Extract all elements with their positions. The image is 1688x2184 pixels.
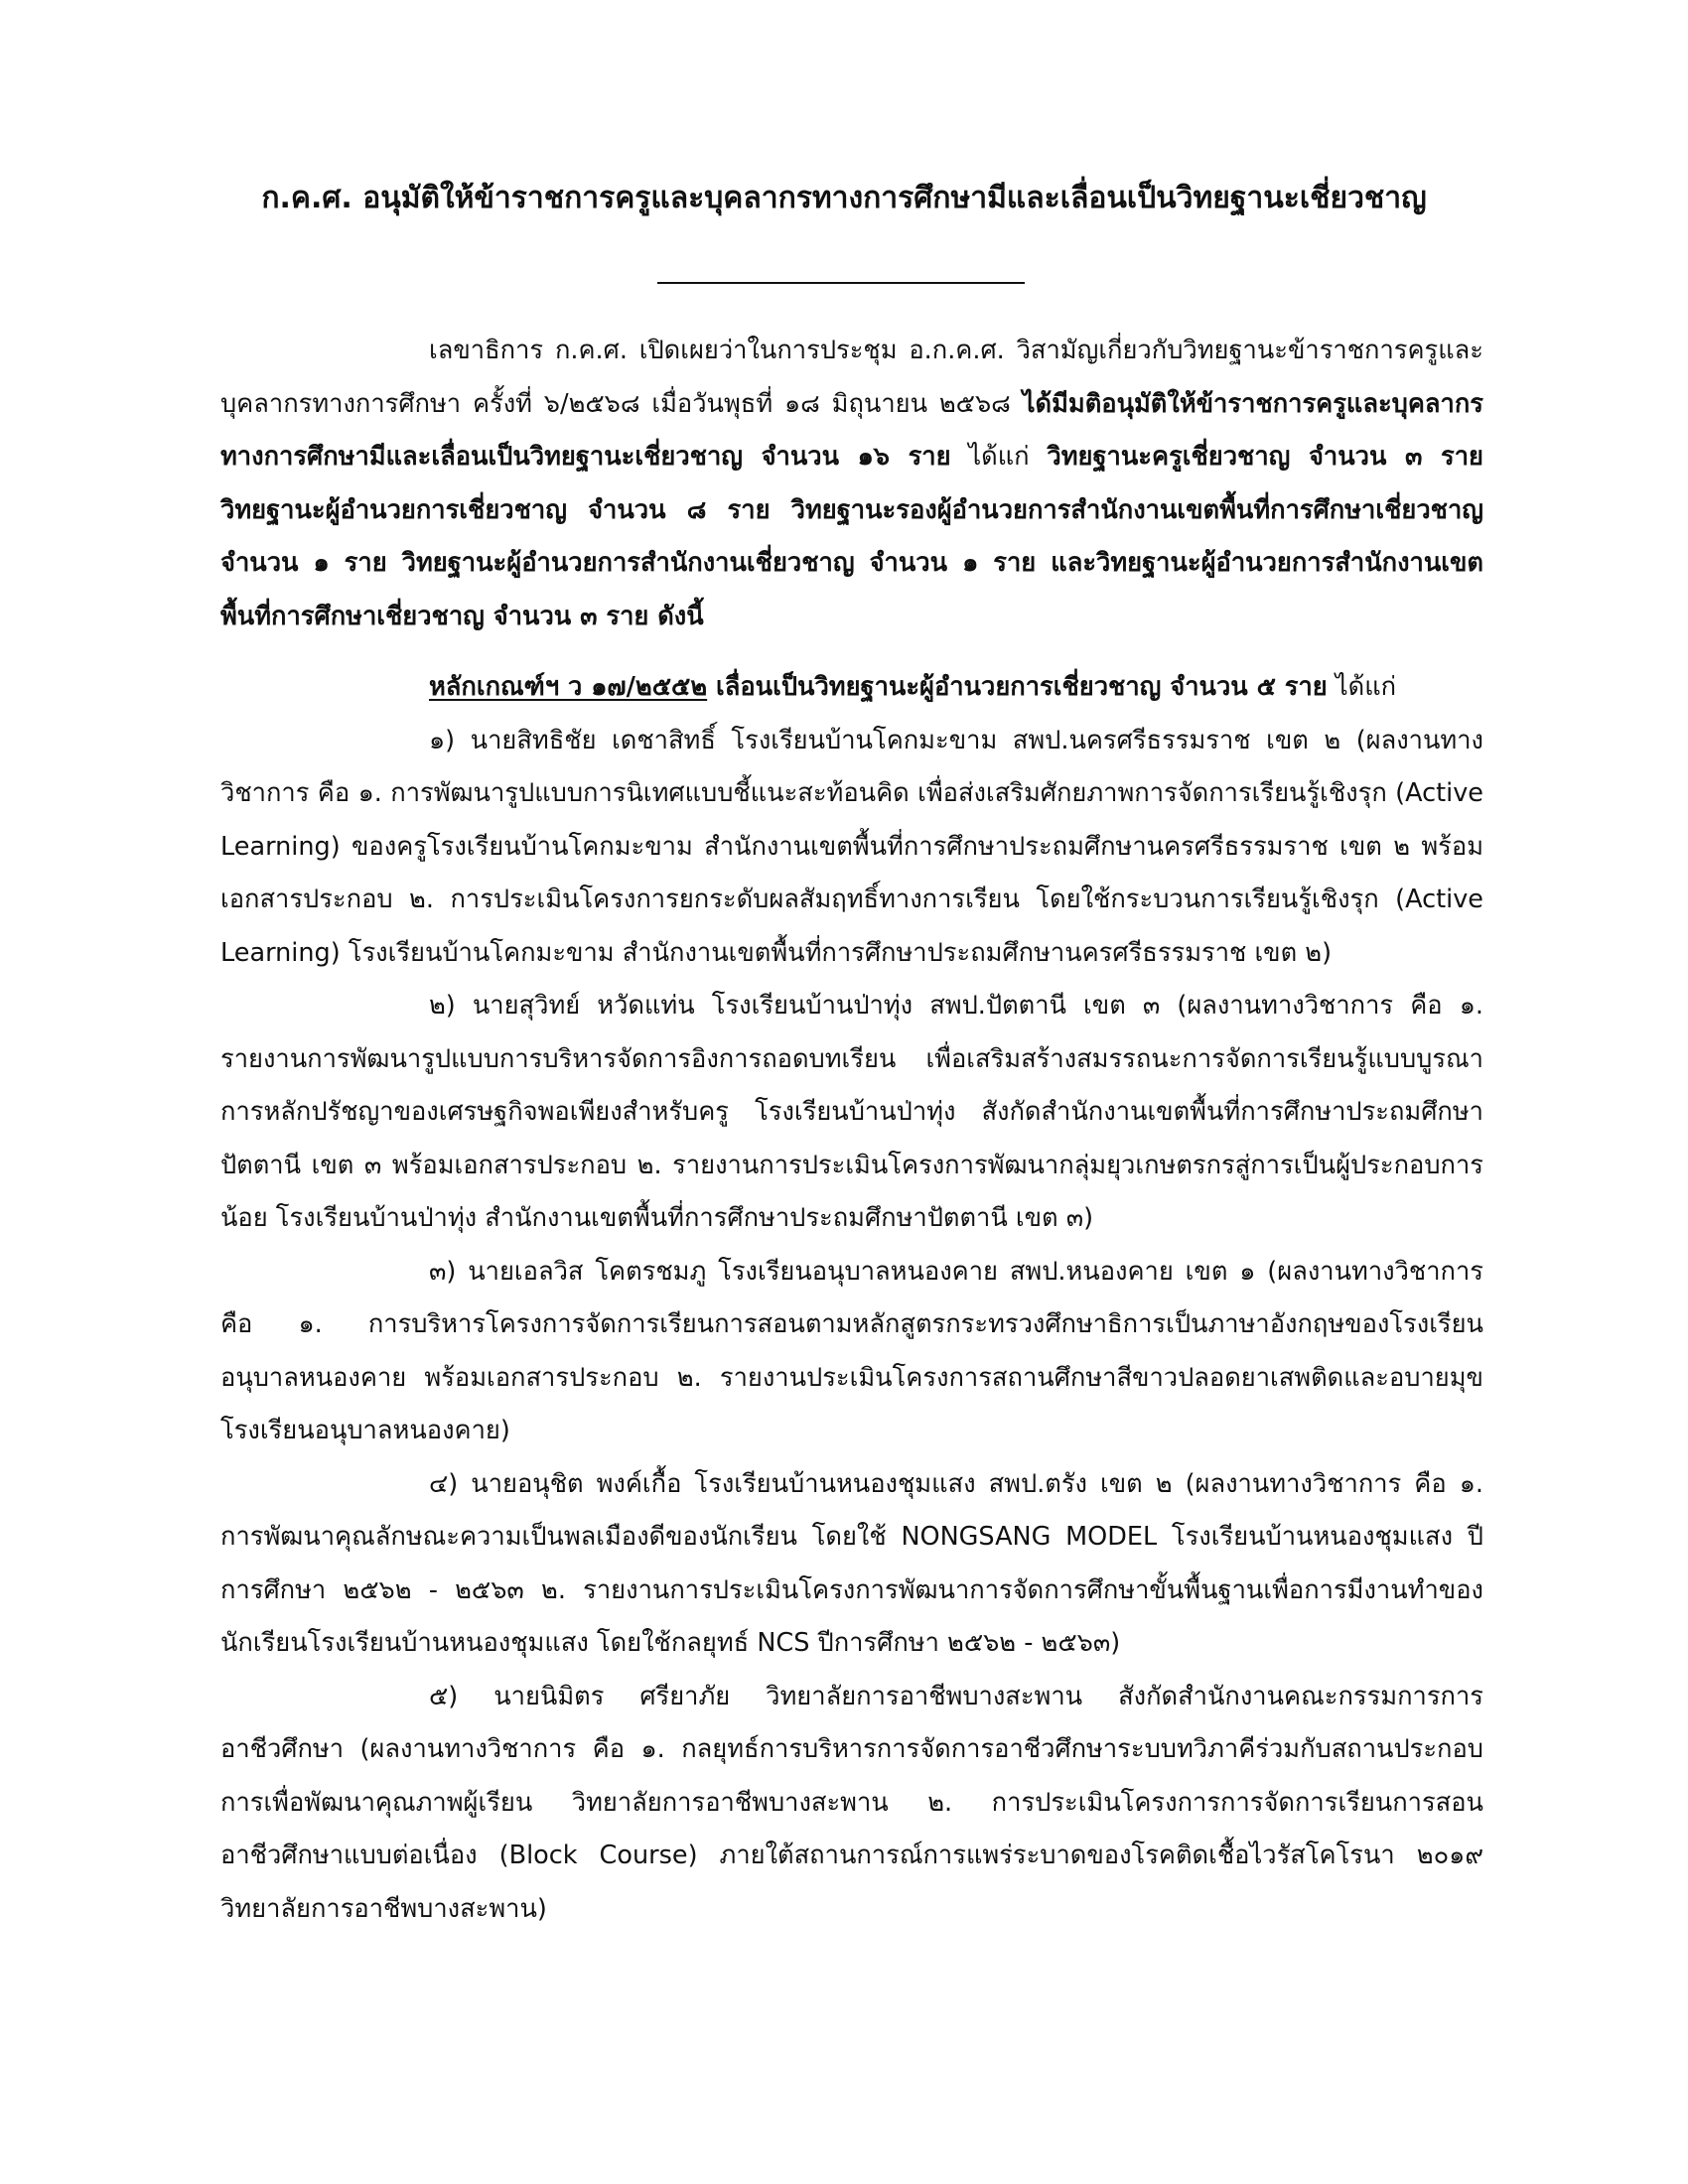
list-item: ๒) นายสุวิทย์ หวัดแท่น โรงเรียนบ้านป่าทุ่ง สพป.ปัตตานี เขต ๓ (ผลงานทางวิชาการ คือ ๑. รายงานการพัฒนารูปแบบการบริหารจัดการอิงการถอดบทเรียน เพื่อเสริมสร้างสมรรถนะการจัดการเรียนรู้แบบบูรณาการหลักปรัชญาของเศรษฐกิจพอเพียงสำหรับครู โรงเรียนบ้านป่าทุ่ง สังกัดสำนักงานเขตพื้นที่การศึกษาประถมศึกษาปัตตานี เขต ๓ พร้อมเอกสารประกอบ ๒. รายงานการประเมินโครงการพัฒนากลุ่มยุวเกษตรกรสู่การเป็นผู้ประกอบการน้อย โรงเรียนบ้านป่าทุ่ง สำนักงานเขตพื้นที่การศึกษาประถมศึกษาปัตตานี เขต ๓)	[220, 991, 1483, 1233]
document-body	[220, 325, 1483, 1936]
criteria-tail: ได้แก่	[1327, 672, 1397, 702]
list-item: ๕) นายนิมิตร ศรียาภัย วิทยาลัยการอาชีพบางสะพาน สังกัดสำนักงานคณะกรรมการการอาชีวศึกษา (ผลงานทางวิชาการ คือ ๑. กลยุทธ์การบริหารการจัดการอาชีวศึกษาระบบทวิภาคีร่วมกับสถานประกอบการเพื่อพัฒนาคุณภาพผู้เรียน วิทยาลัยการอาชีพบางสะพาน ๒. การประเมินโครงการการจัดการเรียนการสอนอาชีวศึกษาแบบต่อเนื่อง (Block Course) ภายใต้สถานการณ์การแพร่ระบาดของโรคติดเชื้อไวรัสโคโรนา ๒๐๑๙ วิทยาลัยการอาชีพบางสะพาน)	[220, 1681, 1483, 1924]
list-item: ๓) นายเอลวิส โคตรชมภู โรงเรียนอนุบาลหนองคาย สพป.หนองคาย เขต ๑ (ผลงานทางวิชาการ คือ ๑. การบริหารโครงการจัดการเรียนการสอนตามหลักสูตรกระทรวงศึกษาธิการเป็นภาษาอังกฤษของโรงเรียนอนุบาลหนองคาย พร้อมเอกสารประกอบ ๒. รายงานประเมินโครงการสถานศึกษาสีขาวปลอดยาเสพติดและอบายมุข โรงเรียนอนุบาลหนองคาย)	[220, 1256, 1483, 1445]
intro-paragraph	[220, 325, 1483, 643]
intro-resolution: ได้มีมติอนุมัติให้ข้าราชการครูและบุคลากรทางการศึกษามีและเลื่อนเป็นวิทยฐานะเชี่ยวชาญ จำนวน ๑๖ ราย	[220, 388, 1483, 472]
document-title: ก.ค.ศ. อนุมัติให้ข้าราชการครูและบุคลากรทางการศึกษามีและเลื่อนเป็นวิทยฐานะเชี่ยวชาญ	[261, 181, 1427, 215]
intro-connector: ได้แก่	[950, 442, 1048, 472]
intro-breakdown: วิทยฐานะครูเชี่ยวชาญ จำนวน ๓ ราย วิทยฐานะผู้อำนวยการเชี่ยวชาญ จำนวน ๘ ราย วิทยฐานะรองผู้อำนวยการสำนักงานเขตพื้นที่การศึกษาเชี่ยวชาญ จำนวน ๑ ราย วิทยฐานะผู้อำนวยการสำนักงานเชี่ยวชาญ จำนวน ๑ ราย และวิทยฐานะผู้อำนวยการสำนักงานเขตพื้นที่การศึกษาเชี่ยวชาญ จำนวน ๓ ราย ดังนี้	[220, 442, 1483, 631]
title-divider	[657, 282, 1025, 284]
list-item: ๑) นายสิทธิชัย เดชาสิทธิ์ โรงเรียนบ้านโคกมะขาม สพป.นครศรีธรรมราช เขต ๒ (ผลงานทางวิชาการ คือ ๑. การพัฒนารูปแบบการนิเทศแบบชี้แนะสะท้อนคิด เพื่อส่งเสริมศักยภาพการจัดการเรียนรู้เชิงรุก (Active Learning) ของครูโรงเรียนบ้านโคกมะขาม สำนักงานเขตพื้นที่การศึกษาประถมศึกษานครศรีธรรมราช เขต ๒ พร้อมเอกสารประกอบ ๒. การประเมินโครงการยกระดับผลสัมฤทธิ์ทางการเรียน โดยใช้กระบวนการเรียนรู้เชิงรุก (Active Learning) โรงเรียนบ้านโคกมะขาม สำนักงานเขตพื้นที่การศึกษาประถมศึกษานครศรีธรรมราช เขต ๒)	[220, 725, 1483, 968]
criteria-reference: หลักเกณฑ์ฯ ว ๑๗/๒๕๕๒	[429, 672, 708, 702]
criteria-description: เลื่อนเป็นวิทยฐานะผู้อำนวยการเชี่ยวชาญ จำนวน ๕ ราย	[707, 672, 1328, 702]
criteria-heading	[220, 661, 1483, 715]
intro-text: เลขาธิการ ก.ค.ศ. เปิดเผยว่าในการประชุม อ.ก.ค.ศ. วิสามัญเกี่ยวกับวิทยฐานะข้าราชการครูและบุคลากรทางการศึกษา ครั้งที่ ๖/๒๕๖๘ เมื่อวันพุธที่ ๑๘ มิถุนายน ๒๕๖๘	[220, 336, 1483, 419]
list-item: ๔) นายอนุชิต พงค์เกื้อ โรงเรียนบ้านหนองชุมแสง สพป.ตรัง เขต ๒ (ผลงานทางวิชาการ คือ ๑. การพัฒนาคุณลักษณะความเป็นพลเมืองดีของนักเรียน โดยใช้ NONGSANG MODEL โรงเรียนบ้านหนองชุมแสง ปีการศึกษา ๒๕๖๒ - ๒๕๖๓ ๒. รายงานการประเมินโครงการพัฒนาการจัดการศึกษาขั้นพื้นฐานเพื่อการมีงานทำของนักเรียนโรงเรียนบ้านหนองชุมแสง โดยใช้กลยุทธ์ NCS ปีการศึกษา ๒๕๖๒ - ๒๕๖๓)	[220, 1468, 1483, 1658]
